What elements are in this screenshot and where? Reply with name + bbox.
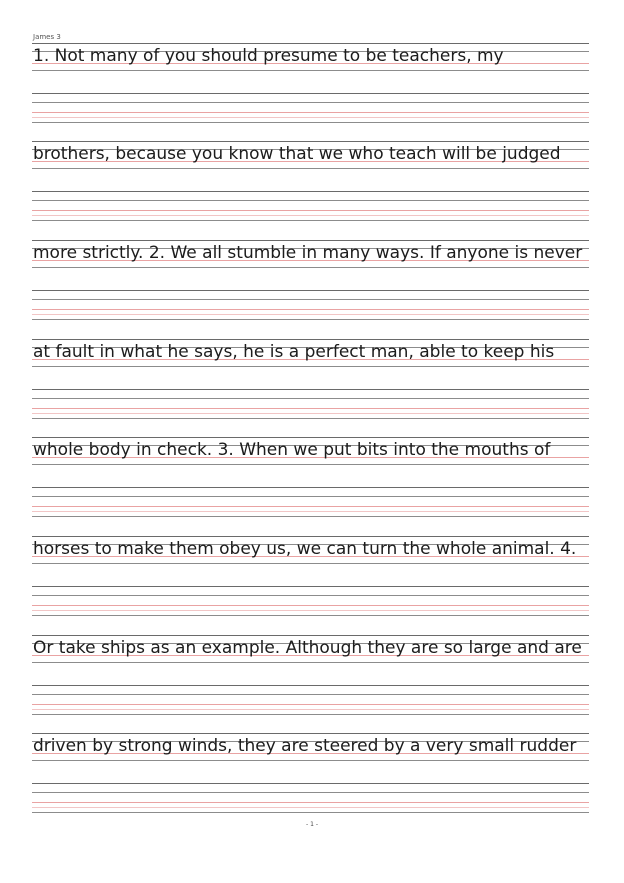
guide-line [32,812,589,813]
guide-line [32,536,589,537]
guide-line [32,694,589,695]
guide-line [32,437,589,438]
baseline-red [32,605,589,606]
guide-line [32,733,589,734]
guide-line [32,783,589,784]
writing-block-2 [32,141,589,239]
baseline-red [32,309,589,310]
guide-line [32,635,589,636]
guide-line-red-light [32,117,589,118]
guide-line [32,191,589,192]
guide-line [32,366,589,367]
guide-line [32,299,589,300]
writing-block-7 [32,635,589,733]
guide-line [32,760,589,761]
guide-line [32,714,589,715]
baseline-red [32,802,589,803]
guide-line [32,102,589,103]
guide-line-red-light [32,215,589,216]
guide-line [32,122,589,123]
guide-line [32,43,589,44]
writing-block-1 [32,43,589,141]
baseline-red [32,210,589,211]
chapter-label: James 3 [33,33,61,41]
guide-line [32,496,589,497]
guide-line [32,220,589,221]
guide-line [32,200,589,201]
guide-line [32,418,589,419]
guide-line [32,487,589,488]
verse-line-5: whole body in check. 3. When we put bits into the mouths of [33,440,551,460]
guide-line-red-light [32,511,589,512]
guide-line [32,464,589,465]
guide-line-red-light [32,413,589,414]
guide-line [32,516,589,517]
guide-line-red-light [32,610,589,611]
guide-line [32,595,589,596]
guide-line [32,93,589,94]
verse-line-4: at fault in what he says, he is a perfect man, able to keep his [33,342,555,362]
writing-block-3 [32,240,589,338]
verse-line-8: driven by strong winds, they are steered by a very small rudder [33,736,577,756]
guide-line [32,290,589,291]
baseline-red [32,408,589,409]
baseline-red [32,506,589,507]
guide-line [32,685,589,686]
guide-line [32,615,589,616]
writing-block-5 [32,437,589,535]
verse-line-3: more strictly. 2. We all stumble in many ways. If anyone is never [33,243,583,263]
baseline-red [32,112,589,113]
verse-line-2: brothers, because you know that we who teach will be judged [33,144,561,164]
guide-line [32,339,589,340]
guide-line [32,267,589,268]
guide-line-red-light [32,807,589,808]
guide-line [32,168,589,169]
writing-block-4 [32,339,589,437]
verse-line-6: horses to make them obey us, we can turn the whole animal. 4. [33,539,577,559]
writing-block-6 [32,536,589,634]
baseline-red [32,704,589,705]
guide-line [32,398,589,399]
guide-line [32,141,589,142]
guide-line [32,70,589,71]
verse-line-7: Or take ships as an example. Although they are so large and are [33,638,582,658]
page-number: - 1 - [306,821,318,828]
guide-line [32,563,589,564]
guide-line [32,389,589,390]
guide-line-red-light [32,709,589,710]
writing-block-8 [32,733,589,831]
verse-line-1: 1. Not many of you should presume to be teachers, my [33,46,504,66]
guide-line-red-light [32,314,589,315]
guide-line [32,586,589,587]
guide-line [32,240,589,241]
guide-line [32,319,589,320]
guide-line [32,792,589,793]
guide-line [32,662,589,663]
